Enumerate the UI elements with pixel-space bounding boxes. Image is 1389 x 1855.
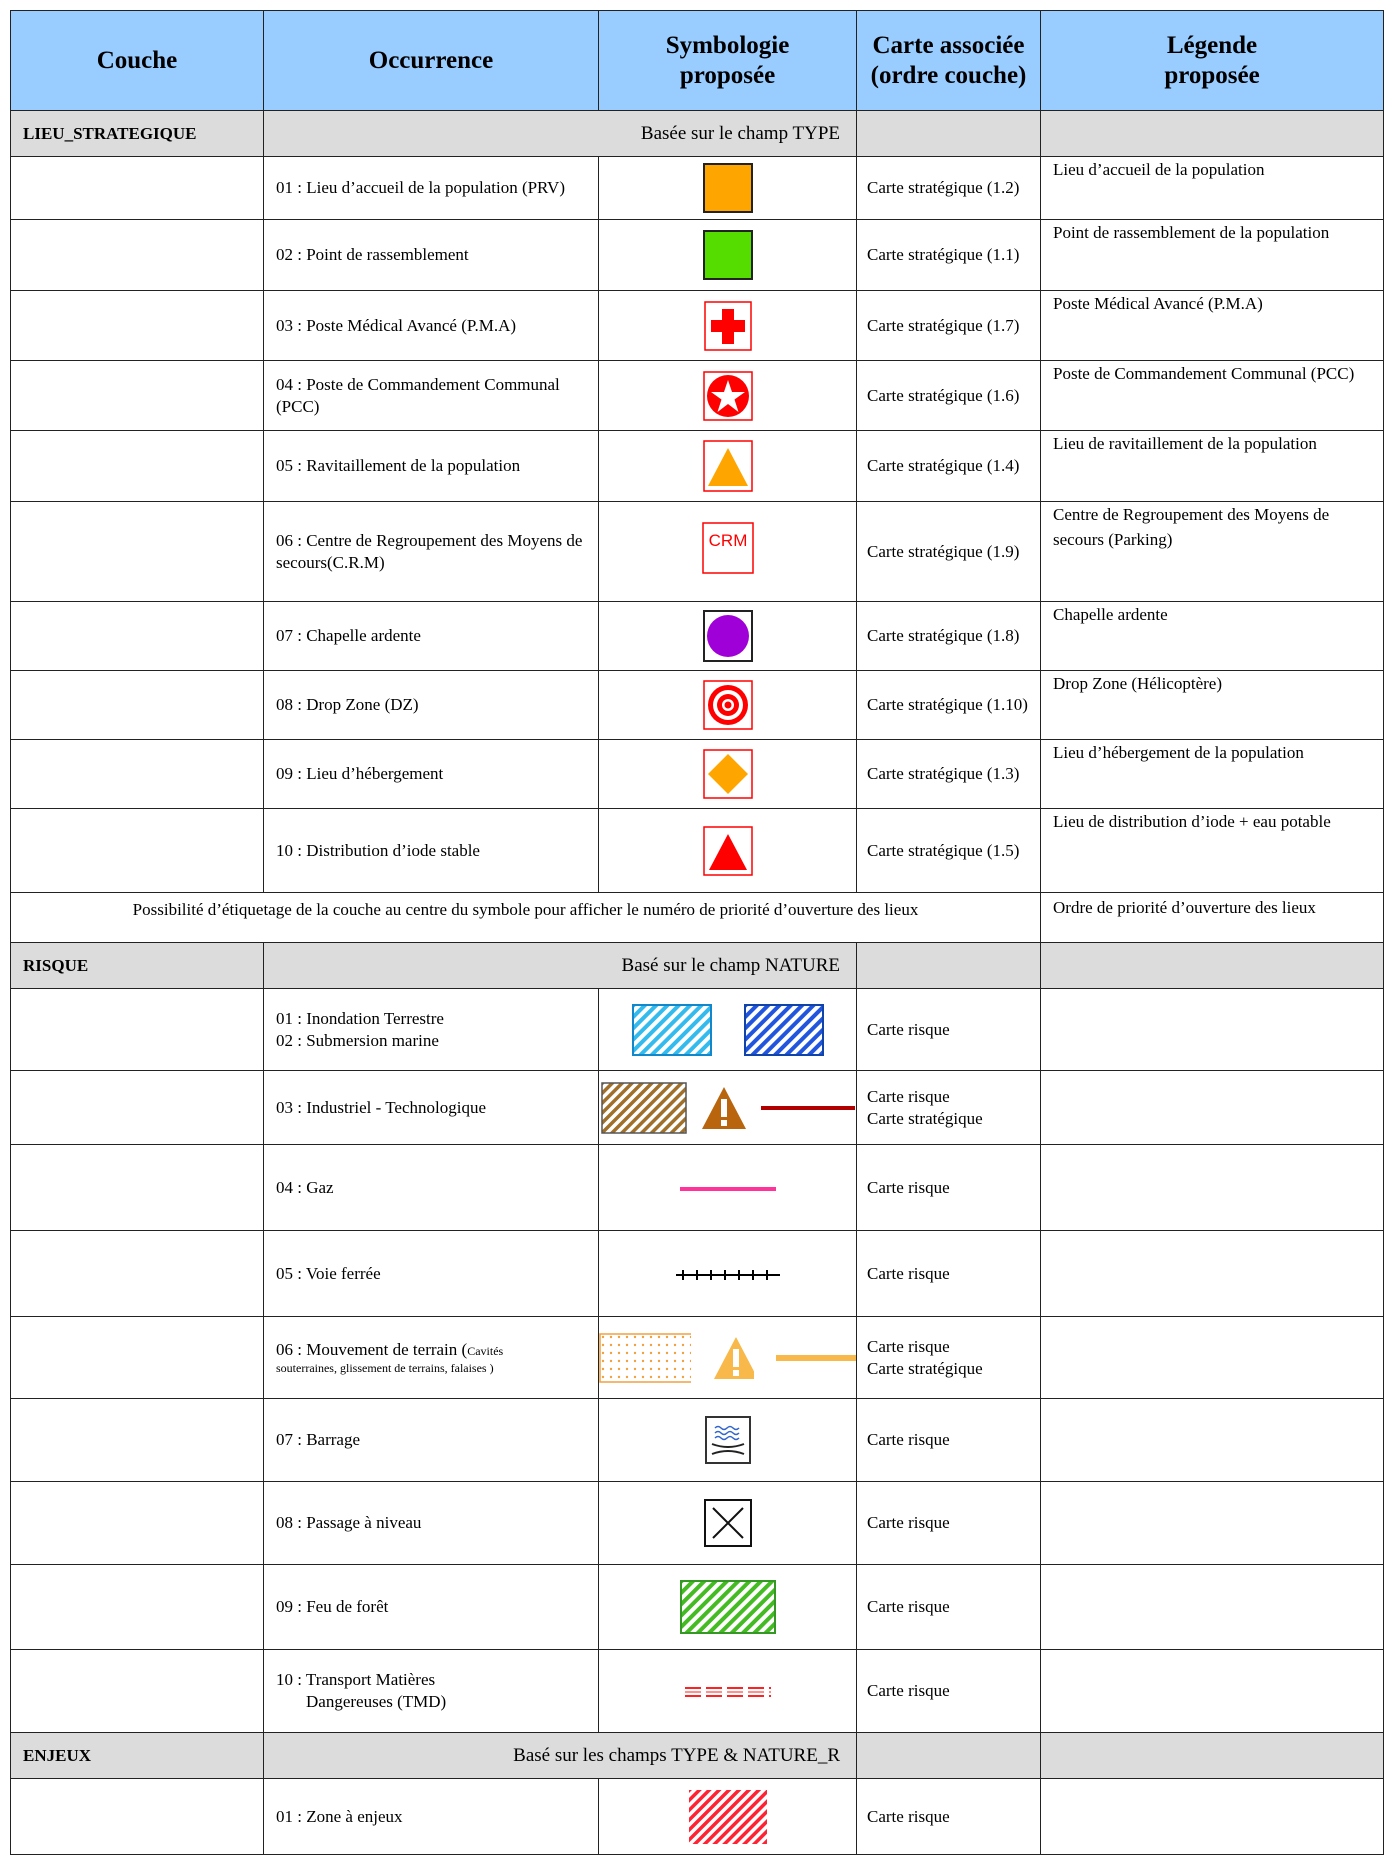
layer-name: RISQUE <box>11 943 264 989</box>
gas-line-icon <box>680 1184 776 1194</box>
occurrence: 05 : Ravitaillement de la population <box>264 431 599 502</box>
carte-associee: Carte stratégique (1.3) <box>857 740 1041 809</box>
carte-associee: Carte risque <box>857 1231 1041 1317</box>
occurrence: 07 : Chapelle ardente <box>264 602 599 671</box>
table-row <box>11 1231 1384 1317</box>
occurrence-line: Dangereuses (TMD) <box>306 1692 447 1711</box>
header-couche: Couche <box>11 11 264 111</box>
crm-icon-label: CRM <box>708 531 747 550</box>
table-row <box>11 1145 1384 1231</box>
occurrence: 08 : Drop Zone (DZ) <box>264 671 599 740</box>
occurrence: 03 : Industriel - Technologique <box>264 1071 599 1145</box>
occurrence: 02 : Point de rassemblement <box>264 220 599 291</box>
red-triangle-icon <box>703 826 753 876</box>
table-row <box>11 989 1384 1071</box>
occurrence: 09 : Feu de forêt <box>264 1565 599 1650</box>
legende: Lieu d’accueil de la population <box>1041 157 1384 220</box>
forest-fire-icon <box>680 1580 776 1634</box>
legende: Drop Zone (Hélicoptère) <box>1041 671 1384 740</box>
red-cross-icon <box>704 301 752 351</box>
occurrence: 10 : Distribution d’iode stable <box>264 809 599 893</box>
layer-name: LIEU_STRATEGIQUE <box>11 111 264 157</box>
occurrence: 01 : Zone à enjeux <box>264 1779 599 1855</box>
occurrence <box>264 989 599 1071</box>
table-row <box>11 502 1384 602</box>
section-enjeux <box>11 1733 1384 1779</box>
occurrence: 03 : Poste Médical Avancé (P.M.A) <box>264 291 599 361</box>
layer-name: ENJEUX <box>11 1733 264 1779</box>
carte-associee: Carte risque <box>857 1145 1041 1231</box>
labelling-note: Possibilité d’étiquetage de la couche au centre du symbole pour afficher le numéro de priorité d’ouverture des lieux <box>11 893 1041 943</box>
carte-associee: Carte risque <box>857 989 1041 1071</box>
occurrence <box>264 1650 599 1733</box>
carte-associee: Carte stratégique <box>867 1358 983 1378</box>
tmd-line-icon <box>685 1685 771 1699</box>
crm-icon <box>702 522 754 574</box>
purple-circle-icon <box>703 610 753 662</box>
legende: Chapelle ardente <box>1041 602 1384 671</box>
occurrence-main: 06 : Mouvement de terrain ( <box>276 1339 468 1359</box>
carte-associee: Carte stratégique (1.10) <box>857 671 1041 740</box>
carte-associee: Carte stratégique (1.4) <box>857 431 1041 502</box>
section-lieu-strategique <box>11 111 1384 157</box>
table-row <box>11 361 1384 431</box>
occurrence: 09 : Lieu d’hébergement <box>264 740 599 809</box>
red-hatch-icon <box>688 1789 768 1845</box>
table-row <box>11 1317 1384 1399</box>
legende: Poste Médical Avancé (P.M.A) <box>1041 291 1384 361</box>
carte-associee: Carte risque <box>857 1482 1041 1565</box>
landslide-dots-icon <box>599 1333 691 1383</box>
table-row <box>11 809 1384 893</box>
level-crossing-icon <box>704 1499 752 1547</box>
carte-associee: Carte risque <box>867 1336 950 1356</box>
section-basis: Basé sur les champs TYPE & NATURE_R <box>264 1733 857 1779</box>
legende: Point de rassemblement de la population <box>1041 220 1384 291</box>
occurrence: 04 : Gaz <box>264 1145 599 1231</box>
carte-associee: Carte stratégique <box>867 1108 983 1128</box>
table-row <box>11 1482 1384 1565</box>
carte-associee: Carte risque <box>857 1399 1041 1482</box>
section-basis: Basé sur le champ NATURE <box>264 943 857 989</box>
industrial-hatch-icon <box>601 1082 687 1134</box>
header-row <box>11 11 1384 111</box>
target-icon <box>703 680 753 730</box>
occurrence: 05 : Voie ferrée <box>264 1231 599 1317</box>
dam-icon <box>705 1416 751 1464</box>
carte-associee: Carte stratégique (1.9) <box>857 502 1041 602</box>
carte-associee: Carte stratégique (1.8) <box>857 602 1041 671</box>
orange-triangle-icon <box>703 440 753 492</box>
carte-associee: Carte risque <box>857 1650 1041 1733</box>
header-symbologie: Symbologie proposée <box>599 11 857 111</box>
table-row <box>11 1399 1384 1482</box>
legende: Poste de Commandement Communal (PCC) <box>1041 361 1384 431</box>
carte-associee: Carte stratégique (1.5) <box>857 809 1041 893</box>
carte-associee: Carte stratégique (1.2) <box>857 157 1041 220</box>
table-row <box>11 671 1384 740</box>
legende: Lieu de ravitaillement de la population <box>1041 431 1384 502</box>
table-row <box>11 1650 1384 1733</box>
carte-associee: Carte stratégique (1.1) <box>857 220 1041 291</box>
symbology-table <box>10 10 1384 1855</box>
occurrence-detail: souterraines, glissement de terrains, falaises ) <box>276 1360 494 1375</box>
occurrence: 06 : Centre de Regroupement des Moyens de secours(C.R.M) <box>264 502 599 602</box>
table-row <box>11 1565 1384 1650</box>
landslide-line-icon <box>776 1353 856 1363</box>
table-row <box>11 220 1384 291</box>
railway-icon <box>676 1268 780 1282</box>
carte-associee: Carte stratégique (1.7) <box>857 291 1041 361</box>
section-basis: Basée sur le champ TYPE <box>264 111 857 157</box>
header-occurrence: Occurrence <box>264 11 599 111</box>
legende: Ordre de priorité d’ouverture des lieux <box>1041 893 1384 943</box>
legende: Lieu d’hébergement de la population <box>1041 740 1384 809</box>
carte-associee: Carte stratégique (1.6) <box>857 361 1041 431</box>
header-carte: Carte associée (ordre couche) <box>857 11 1041 111</box>
landslide-warning-icon <box>713 1335 754 1381</box>
table-row <box>11 602 1384 671</box>
industrial-line-icon <box>761 1103 855 1113</box>
orange-diamond-icon <box>703 749 753 799</box>
occurrence: 08 : Passage à niveau <box>264 1482 599 1565</box>
table-row <box>11 1071 1384 1145</box>
carte-associee: Carte risque <box>857 1779 1041 1855</box>
occurrence: 07 : Barrage <box>264 1399 599 1482</box>
occurrence <box>264 1317 599 1399</box>
green-square-icon <box>703 230 753 280</box>
carte-associee: Carte risque <box>857 1565 1041 1650</box>
star-circle-icon <box>703 371 753 421</box>
table-row <box>11 740 1384 809</box>
occurrence: 01 : Lieu d’accueil de la population (PRV) <box>264 157 599 220</box>
table-row <box>11 431 1384 502</box>
legende: Lieu de distribution d’iode + eau potable <box>1041 809 1384 893</box>
occurrence-line: 01 : Inondation Terrestre <box>276 1008 444 1028</box>
occurrence-line: 02 : Submersion marine <box>276 1030 439 1050</box>
occurrence: 04 : Poste de Commandement Communal (PCC) <box>264 361 599 431</box>
note-row <box>11 893 1384 943</box>
legende: Centre de Regroupement des Moyens de secours (Parking) <box>1041 502 1384 602</box>
occurrence-line: 10 : Transport Matières <box>276 1670 436 1689</box>
section-risque <box>11 943 1384 989</box>
industrial-warning-icon <box>701 1085 747 1131</box>
flood-hatch-icon <box>632 1004 712 1056</box>
orange-square-icon <box>703 163 753 213</box>
header-legende: Légende proposée <box>1041 11 1384 111</box>
carte-associee: Carte risque <box>867 1086 950 1106</box>
table-row <box>11 157 1384 220</box>
table-row <box>11 1779 1384 1855</box>
table-row <box>11 291 1384 361</box>
marine-hatch-icon <box>744 1004 824 1056</box>
occurrence-detail: Cavités <box>467 1343 504 1358</box>
